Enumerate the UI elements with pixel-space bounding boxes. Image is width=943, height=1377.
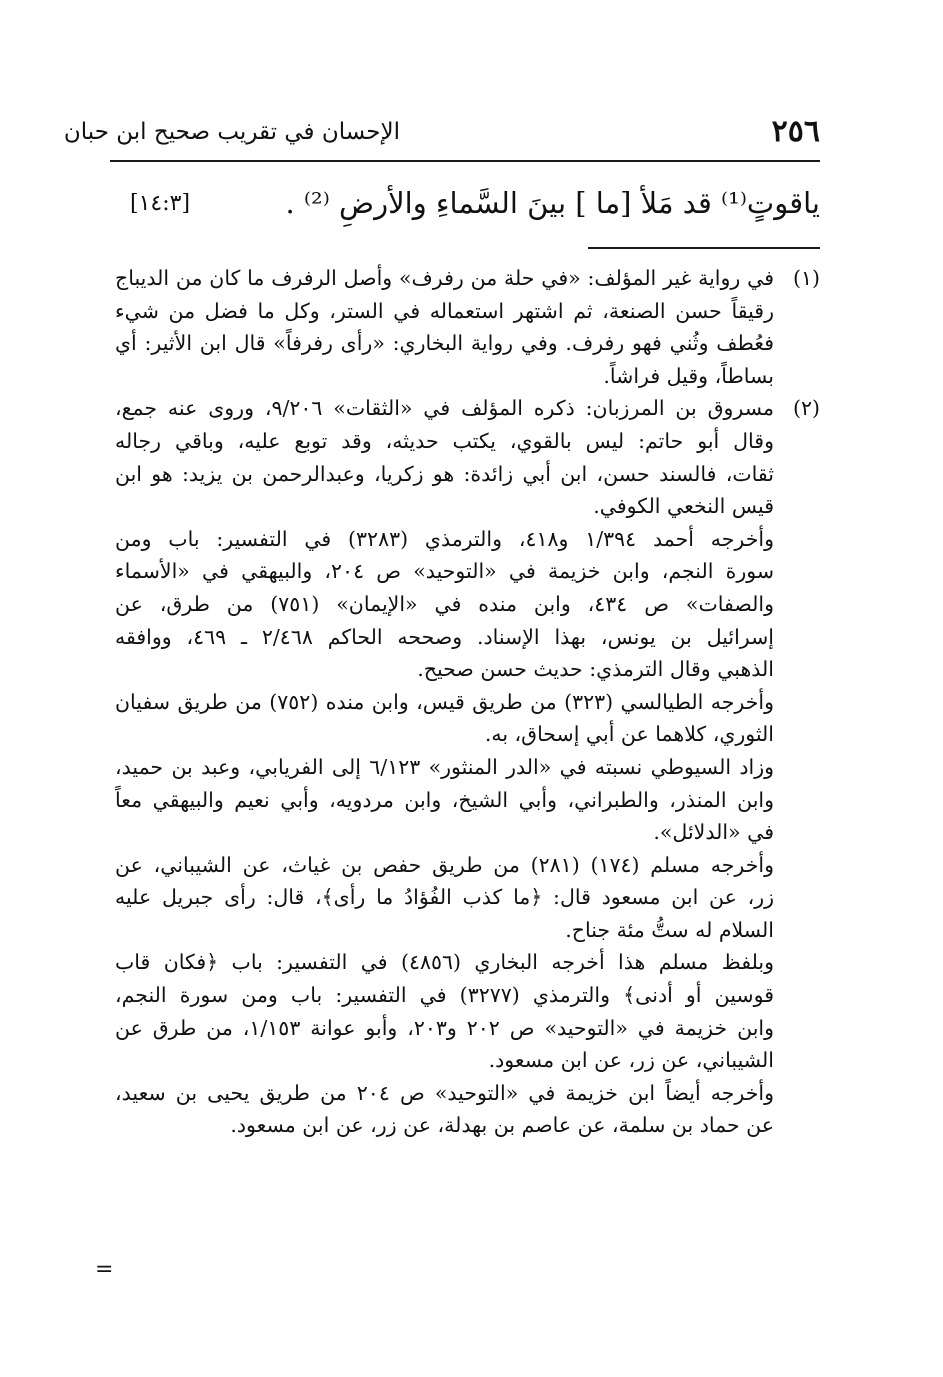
footnote-line: السلام له ستُّ مئة جناح. <box>565 917 774 942</box>
footnote-line: والصفات» ص ٤٣٤، وابن منده في «الإيمان» (٧٥١) من طرق، عن <box>115 591 774 616</box>
footnote-line: في «الدلائل». <box>653 820 774 845</box>
footnote-line: وأخرجه مسلم (١٧٤) (٢٨١) من طريق حفص بن غياث، عن الشيباني، عن <box>115 852 774 877</box>
hadith-reference: [١٤:٣] <box>130 191 191 216</box>
footnote-line: الشيباني، عن زر، عن ابن مسعود. <box>488 1048 774 1073</box>
footnote-line: وابن خزيمة في «التوحيد» ص ٢٠٢ و٢٠٣، وأبو عوانة ١/١٥٣، من طرق عن <box>115 1015 774 1040</box>
footnote-line: وقال أبو حاتم: ليس بالقوي، يكتب حديثه، وقد توبع عليه، وباقي رجاله <box>115 428 774 453</box>
footnote-line: وأخرجه أيضاً ابن خزيمة في «التوحيد» ص ٢٠٤ من طريق يحيى بن سعيد، <box>115 1080 775 1105</box>
footnote-2 <box>115 392 820 1142</box>
footnote-line: سورة النجم، وابن خزيمة في «التوحيد» ص ٢٠٤، والبيهقي في «الأسماء <box>115 559 775 584</box>
footnote-line: فعُطف وثُني فهو رفرف. وفي رواية البخاري: «رأى رفرفاً» قال ابن الأثير: أي <box>115 331 774 356</box>
footnote-line: عن حماد بن سلمة، عن عاصم بن بهدلة، عن زر، عن ابن مسعود. <box>230 1113 774 1138</box>
footnote-separator <box>588 247 820 249</box>
footnote-line: وأخرجه الطيالسي (٣٢٣) من طريق قيس، وابن منده (٧٥٢) من طريق سفيان <box>115 689 774 714</box>
footnote-line: إسرائيل بن يونس، بهذا الإسناد. وصححه الحاكم ٢/٤٦٨ ـ ٤٦٩، ووافقه <box>115 624 774 649</box>
footnote-line: زر، عن ابن مسعود قال: ﴿ما كذب الفُؤادُ ما رأى﴾، قال: رأى جبريل عليه <box>115 885 774 910</box>
hadith-text-line <box>110 178 820 228</box>
footnote-line: قوسين أو أدنى﴾ والترمذي (٣٢٧٧) في التفسير: باب ومن سورة النجم، <box>115 983 774 1008</box>
page-header <box>63 112 820 152</box>
footnote-line: وابن المنذر، والطبراني، وأبي الشيخ، وابن مردويه، وأبي نعيم والبيهقي معاً <box>115 787 774 812</box>
footnote-line: مسروق بن المرزبان: ذكره المؤلف في «الثقات» ٩/٢٠٦، وروى عنه جمع، <box>115 396 775 421</box>
continuation-mark: = <box>95 1257 114 1282</box>
footnotes-section <box>115 262 820 1142</box>
footnote-line: وأخرجه أحمد ١/٣٩٤ و٤١٨، والترمذي (٣٢٨٣) في التفسير: باب ومن <box>115 526 775 551</box>
page-number: ٢٥٦ <box>771 114 820 149</box>
footnote-line: وزاد السيوطي نسبته في «الدر المنثور» ٦/١٢٣ إلى الفريابي، وعبد بن حميد، <box>115 754 774 779</box>
header-rule <box>110 160 820 162</box>
footnote-line: الذهبي وقال الترمذي: حديث حسن صحيح. <box>417 657 774 682</box>
footnote-line: في رواية غير المؤلف: «في حلة من رفرف» وأصل الرفرف ما كان من الديباج <box>115 266 774 290</box>
footnote-1 <box>115 262 820 392</box>
footnote-line: الثوري، كلاهما عن أبي إسحاق، به. <box>484 722 774 747</box>
footnote-line: بساطاً، وقيل فراشاً. <box>603 363 774 388</box>
footnote-line: رقيقاً حسن الصنعة، ثم اشتهر استعماله في الستر، وكل ما فضل من شيء <box>115 298 774 323</box>
footnote-line: وبلفظ مسلم هذا أخرجه البخاري (٤٨٥٦) في التفسير: باب ﴿فكان قاب <box>115 950 774 975</box>
footnote-number: (١) <box>792 266 820 290</box>
footnote-number: (٢) <box>792 396 820 421</box>
footnote-line: ثقات، فالسند حسن، ابن أبي زائدة: هو زكريا، وعبدالرحمن بن يزيد: هو ابن <box>115 461 774 486</box>
footnote-line: قيس النخعي الكوفي. <box>593 494 774 519</box>
hadith-text: ياقوتٍ⁽¹⁾ قد مَلأ [ما ] بينَ السَّماءِ والأرضِ ⁽²⁾ . <box>285 186 820 220</box>
book-title: الإحسان في تقريب صحيح ابن حبان <box>63 119 400 145</box>
